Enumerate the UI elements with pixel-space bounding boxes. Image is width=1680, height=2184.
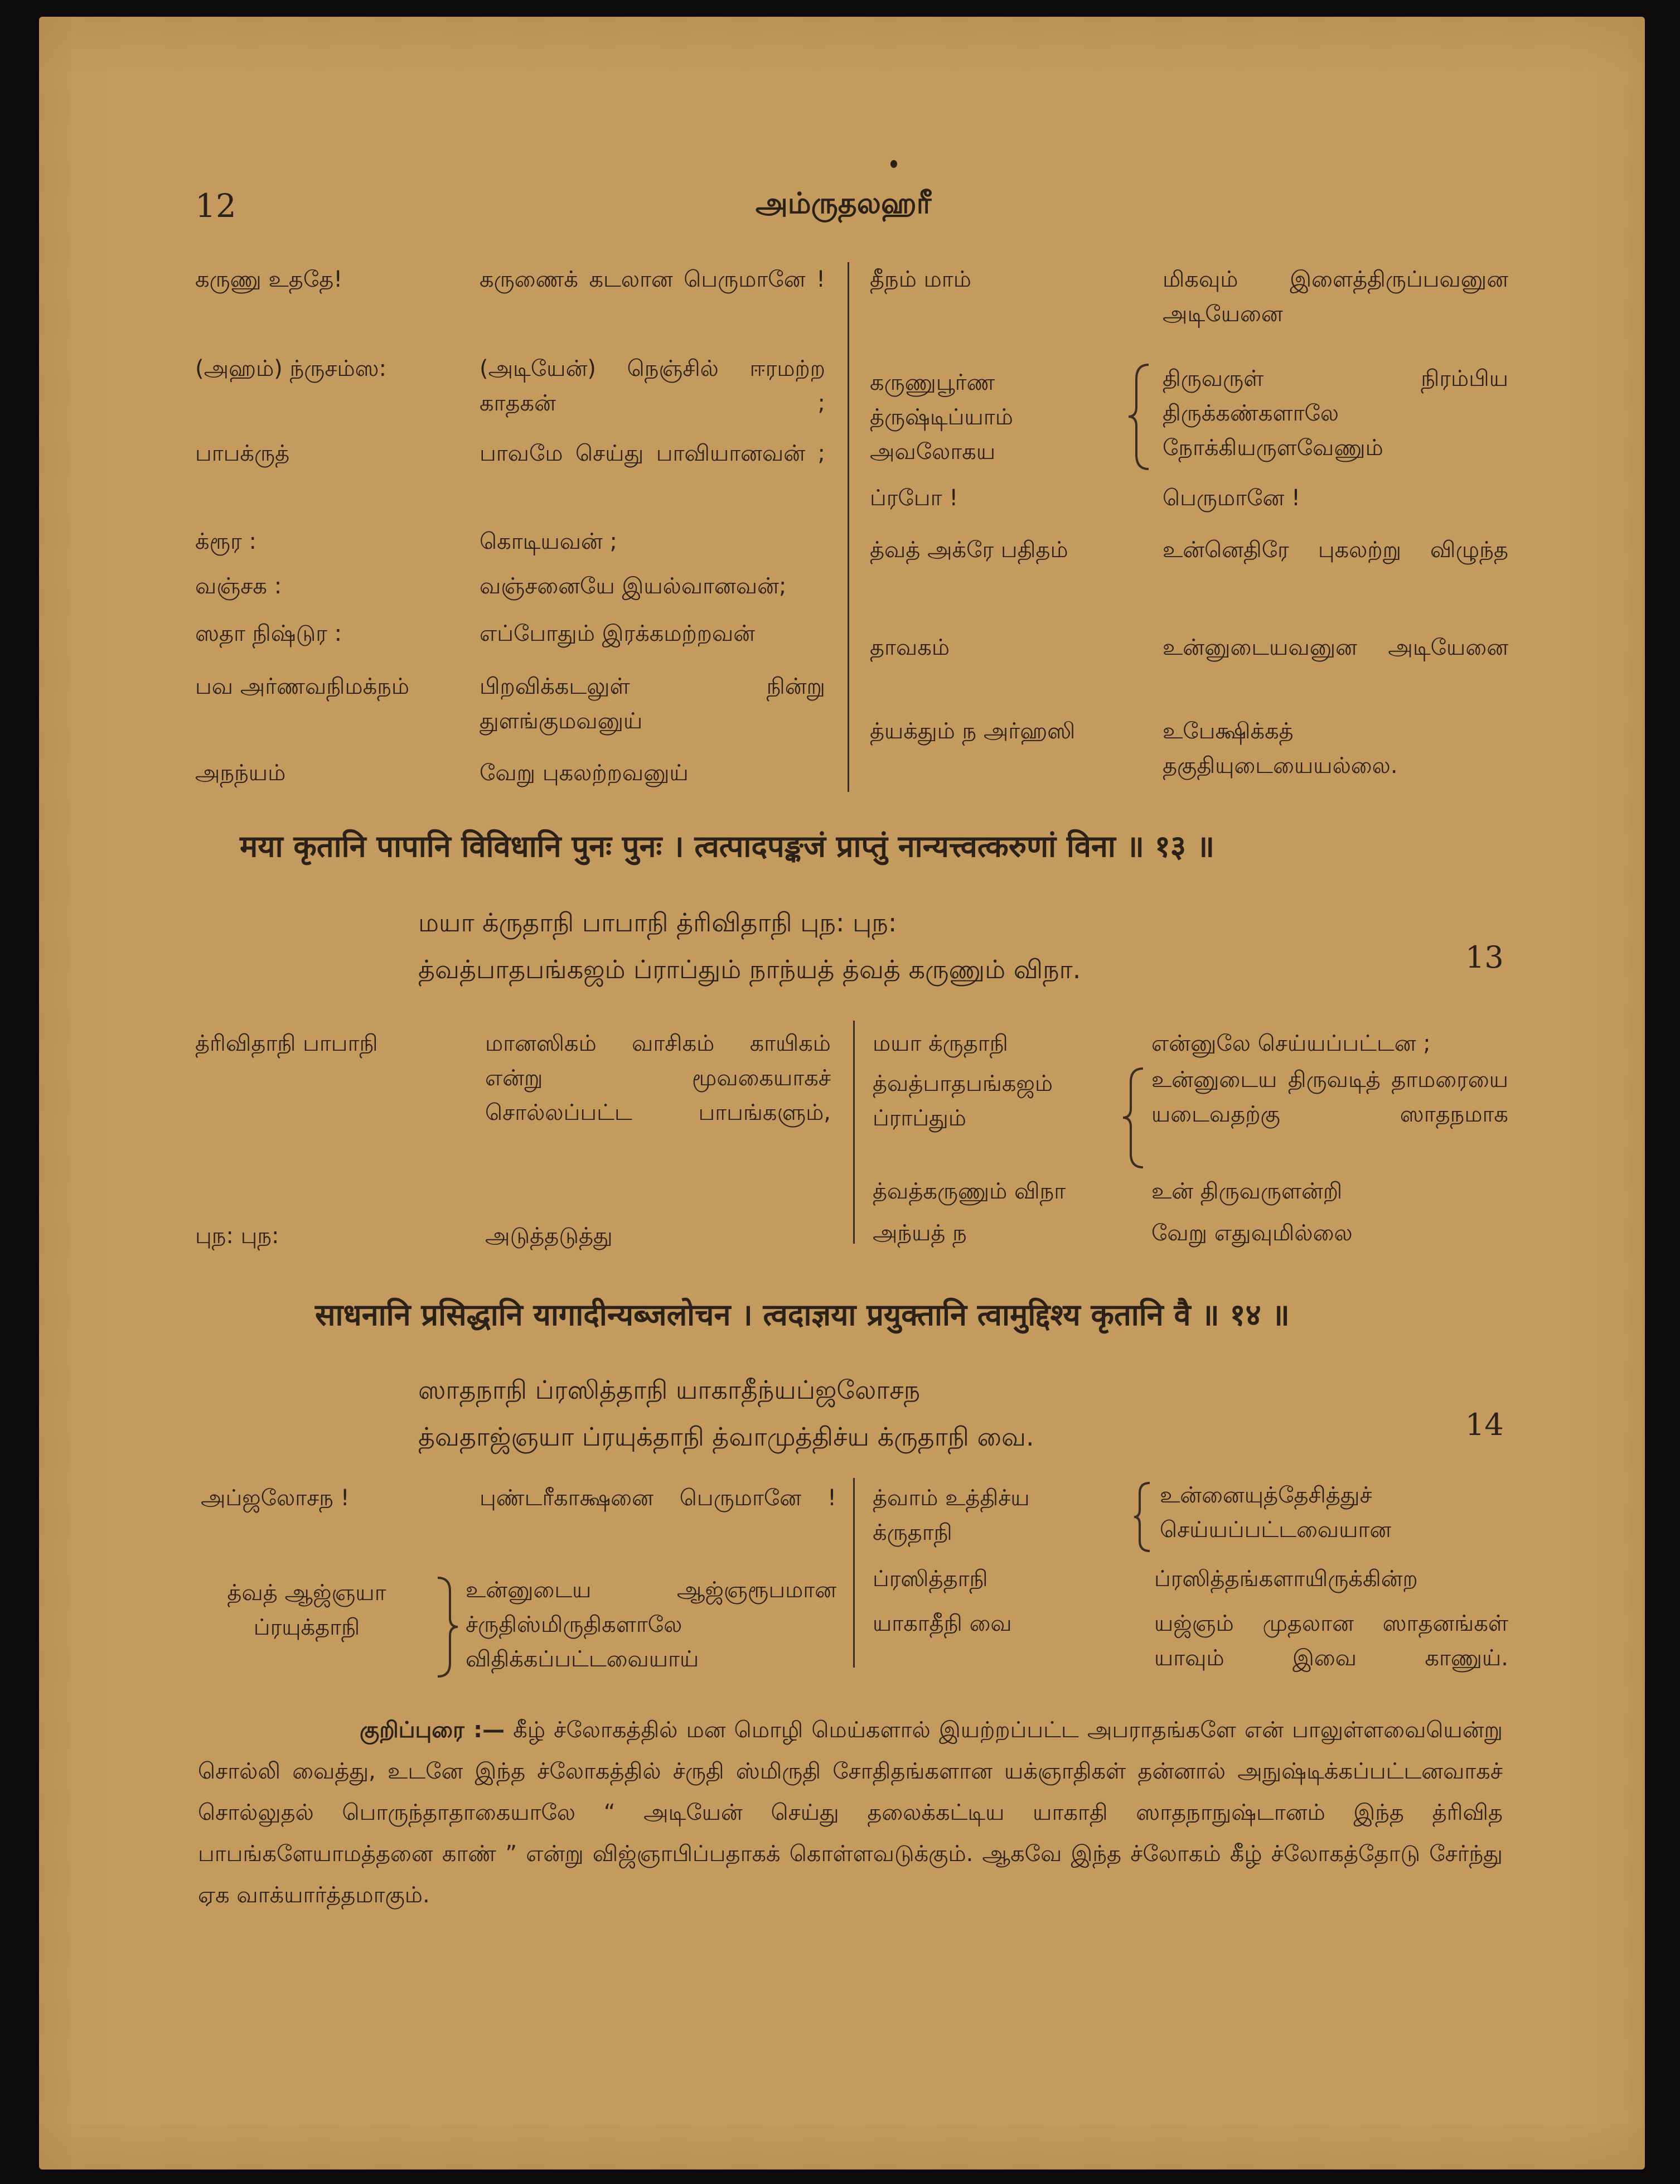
gloss-term: தீநம் மாம் bbox=[870, 267, 971, 292]
gloss-term: த்வத் அக்ரே பதிதம் bbox=[870, 537, 1068, 563]
commentary-text: கீழ் ச்லோகத்தில் மன மொழி மெய்களால் இயற்றப்பட்ட அபராதங்களே என் பாலுள்ளவையென்று சொல்லி வைத்து, உடனே இந்த ச்லோகத்தில் ச்ருதி ஸ்மிருதி சோதிதங்களான யக்ஞாதிகள் தன்னால் அநுஷ்டிக்கப்பட்டனவாகச் சொல்லுதல் பொருந்தாதாகையாலே “ அடியேன் செய்து தலைக்கட்டிய யாகாதி ஸாதநாநுஷ்டானம் இந்த த்ரிவித பாபங்களேயாமத்தனை காண் ” என்று விஜ்ஞாபிப்பதாகக் கொள்ளவடுக்கும். ஆகவே இந்த ச்லோகம் கீழ் ச்லோகத்தோடு சேர்ந்து ஏக வாக்யார்த்தமாகும். bbox=[198, 1717, 1503, 1908]
gloss-meaning: உன் திருவருளன்றி bbox=[1151, 1178, 1343, 1204]
gloss-meaning: வஞ்சனையே இயல்வானவன்; bbox=[480, 573, 787, 599]
gloss-term: யாகாதீநி வை bbox=[873, 1611, 1012, 1636]
gloss-meaning: கருணைக் கடலான பெருமானே ! bbox=[480, 267, 825, 292]
gloss-term: த்வத்கருணும் விநா bbox=[873, 1178, 1066, 1204]
gloss-meaning: பாவமே செய்து பாவியானவன் ; bbox=[480, 441, 825, 466]
gloss-meaning: வேறு புகலற்றவனுய் bbox=[480, 760, 689, 786]
gloss-meaning: திருவருள் நிரம்பிய திருக்கண்களாலே நோக்கியருளவேணும் bbox=[1163, 366, 1508, 461]
gloss-term: (அஹம்) ந்ருசம்ஸ: bbox=[195, 356, 387, 381]
gloss-term: அந்யத் ந bbox=[873, 1220, 967, 1246]
gloss-meaning: புண்டரீகாக்ஷனை பெருமானே ! bbox=[480, 1485, 836, 1511]
gloss-term: வஞ்சக : bbox=[195, 573, 282, 599]
gloss-term: ப்ரஸித்தாநி bbox=[873, 1566, 988, 1592]
page-number: 12 bbox=[195, 187, 236, 225]
verse-transliteration: த்வத்பாதபங்கஜம் ப்ராப்தும் நாந்யத் த்வத் கருணும் விநா. bbox=[418, 954, 1081, 984]
gloss-meaning: மானஸிகம் வாசிகம் காயிகம் என்று மூவகையாகச் சொல்லப்பட்ட பாபங்களும், bbox=[485, 1031, 831, 1125]
gloss-meaning: உன்னுடைய ஆஜ்ஞரூபமான ச்ருதிஸ்மிருதிகளாலே விதிக்கப்பட்டவையாய் bbox=[466, 1577, 836, 1672]
gloss-meaning: ப்ரஸித்தங்களாயிருக்கின்ற bbox=[1154, 1566, 1418, 1592]
gloss-term: பவ அர்ணவநிமக்நம் bbox=[195, 674, 410, 699]
brace bbox=[1132, 1481, 1154, 1553]
gloss-meaning: உன்னுடைய திருவடித் தாமரையை யடைவதற்கு ஸாதநமாக bbox=[1151, 1067, 1508, 1127]
gloss-term: ஸதா நிஷ்டுர : bbox=[195, 621, 342, 646]
gloss-meaning: உன்னையுத்தேசித்துச் செய்யப்பட்டவையான bbox=[1160, 1482, 1392, 1543]
gloss-meaning: உபேக்ஷிக்கத் தகுதியுடையையல்லை. bbox=[1163, 718, 1398, 779]
gloss-meaning: பிறவிக்கடலுள் நின்று துளங்குமவனுய் bbox=[480, 674, 825, 734]
gloss-term: த்வத்பாதபங்கஜம் ப்ராப்தும் bbox=[873, 1071, 1053, 1131]
gloss-meaning: எப்போதும் இரக்கமற்றவன் bbox=[480, 621, 756, 646]
brace bbox=[1121, 1066, 1149, 1170]
commentary-label: குறிப்புரை :— bbox=[360, 1717, 505, 1743]
gloss-term: த்வத் ஆஜ்ஞயா ப்ரயுக்தாநி bbox=[227, 1580, 386, 1640]
gloss-term: கருணு உததே! bbox=[195, 267, 343, 292]
column-divider bbox=[853, 1021, 855, 1244]
gloss-meaning: யஜ்ஞம் முதலான ஸாதனங்கள் யாவும் இவை காணுய். bbox=[1154, 1611, 1508, 1671]
gloss-meaning: அடுத்தடுத்து bbox=[485, 1223, 613, 1249]
gloss-meaning: உன்னுடையவனுன அடியேனை bbox=[1163, 635, 1508, 660]
gloss-term: த்வாம் உத்திச்ய க்ருதாநி bbox=[873, 1485, 1030, 1545]
column-divider bbox=[853, 1478, 855, 1668]
verse-transliteration: த்வதாஜ்ஞயா ப்ரயுக்தாநி த்வாமுத்திச்ய க்ருதாநி வை. bbox=[418, 1422, 1034, 1452]
gloss-term: த்யக்தும் ந அர்ஹஸி bbox=[870, 718, 1076, 744]
gloss-term: த்ரிவிதாநி பாபாநி bbox=[195, 1031, 378, 1056]
gloss-term: கருணுபூர்ண த்ருஷ்டிப்யாம் அவலோகய bbox=[870, 370, 1013, 465]
gloss-term: தாவகம் bbox=[870, 635, 950, 660]
gloss-meaning: உன்னெதிரே புகலற்று விழுந்த bbox=[1163, 537, 1508, 563]
verse-number: 14 bbox=[1465, 1407, 1504, 1442]
gloss-term: அப்ஜலோசந ! bbox=[201, 1485, 350, 1511]
gloss-meaning: வேறு எதுவுமில்லை bbox=[1151, 1220, 1353, 1246]
gloss-term: அநந்யம் bbox=[195, 760, 286, 786]
column-divider bbox=[848, 262, 849, 792]
gloss-meaning: பெருமானே ! bbox=[1163, 485, 1300, 511]
gloss-term: பாபக்ருத் bbox=[195, 441, 290, 466]
gloss-meaning: மிகவும் இளைத்திருப்பவனுன அடியேனை bbox=[1163, 267, 1508, 327]
sanskrit-verse: मया कृतानि पापानि विविधानि पुनः पुनः । त्वत्पादपङ्कजं प्राप्तुं नान्यत्त्वत्करुणां विना ॥ १३ ॥ bbox=[240, 829, 1215, 864]
gloss-term: க்ரூர : bbox=[195, 529, 256, 554]
gloss-term: ப்ரபோ ! bbox=[870, 485, 958, 511]
gloss-meaning: கொடியவன் ; bbox=[480, 529, 618, 554]
brace bbox=[1126, 363, 1154, 471]
gloss-term: மயா க்ருதாநி bbox=[873, 1031, 1008, 1056]
ink-dot bbox=[890, 160, 897, 168]
gloss-meaning: என்னுலே செய்யப்பட்டன ; bbox=[1151, 1031, 1431, 1056]
verse-transliteration: மயா க்ருதாநி பாபாநி த்ரிவிதாநி புந: புந: bbox=[418, 907, 897, 938]
sanskrit-verse: साधनानि प्रसिद्धानि यागादीन्यब्जलोचन । त्वदाज्ञया प्रयुक्तानि त्वामुद्दिश्य कृतानि वै ॥ १४ ॥ bbox=[315, 1297, 1290, 1332]
commentary-note bbox=[198, 1709, 1503, 1916]
gloss-term: புந: புந: bbox=[195, 1223, 279, 1249]
verse-transliteration: ஸாதநாநி ப்ரஸித்தாநி யாகாதீந்யப்ஜலோசந bbox=[418, 1375, 921, 1405]
gloss-meaning: (அடியேன்) நெஞ்சில் ஈரமற்ற காதகன் ; bbox=[480, 356, 825, 416]
brace bbox=[432, 1576, 460, 1679]
running-title: அம்ருதலஹரீ bbox=[756, 187, 932, 220]
verse-number: 13 bbox=[1465, 940, 1504, 975]
